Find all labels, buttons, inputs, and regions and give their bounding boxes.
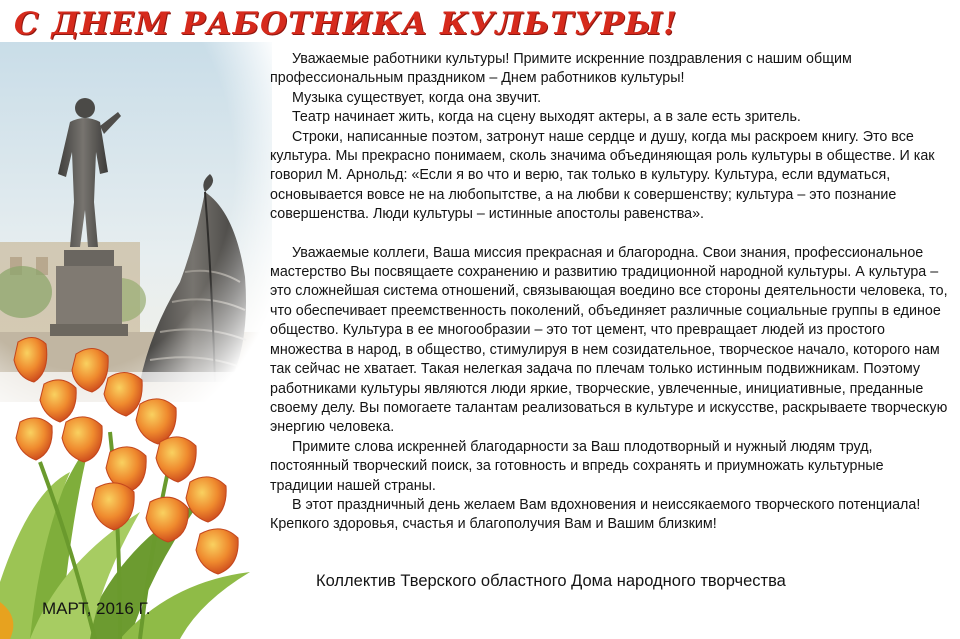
letter-paragraph: Уважаемые работники культуры! Примите искренние поздравления с нашим общим профессиональным праздником – Днем работников культуры! bbox=[270, 51, 852, 87]
letter-paragraph: Строки, написанные поэтом, затронут наше сердце и душу, когда мы раскроем книгу. Это все культура. Мы прекрасно понимаем, сколь значима объединяющая роль культуры в обществе. И как говорил М. Арнольд: «Если я во что и верю, так только в культуру. Культура, если вдуматься, основывается вовсе не на любопытстве, а на любви к совершенству; культура – это познание совершенства. Люди культуры – истинные апостолы равенства». bbox=[270, 128, 935, 223]
letter-paragraph: Театр начинает жить, когда на сцену выходят актеры, а в зале есть зритель. bbox=[292, 109, 801, 126]
date-label: МАРТ, 2016 Г. bbox=[42, 599, 151, 618]
artwork-illustration bbox=[0, 42, 272, 639]
letter-paragraph: Примите слова искренней благодарности за Ваш плодотворный и нужный людям труд, постоянный творческий поиск, за готовность и впредь сохранять и приумножать культурные традиции нашей страны. bbox=[270, 438, 884, 494]
letter-paragraph: Уважаемые коллеги, Ваша миссия прекрасная и благородна. Свои знания, профессиональное мастерство Вы посвящаете сохранению и развитию традиционной народной культуры. А культура – это сложнейшая система отношений, связывающая воедино все стороны деятельности человека, то, что обеспечивает преемственность поколений, объединяет различные социальные группы в единое общество. Культура в ее многообразии – это тот цемент, что превращает людей из простого множества в народ, в общество, стимулируя в нем созидательное, творческое начало, которого нам так сейчас не хватает. Такая нелегкая задача по плечам только истинным подвижникам. Поэтому работниками культуры являются люди яркие, творческие, увлеченные, инициативные, преданные своему делу. Вы помогаете талантам реализоваться в культуре и искусстве, раскрываете творческую энергию человека. bbox=[270, 244, 948, 436]
signature: Коллектив Тверского областного Дома народного творчества bbox=[316, 572, 786, 590]
greeting-title: С ДНЕМ РАБОТНИКА КУЛЬТУРЫ! bbox=[14, 6, 678, 42]
greeting-letter bbox=[270, 50, 950, 535]
letter-paragraph: Музыка существует, когда она звучит. bbox=[292, 89, 542, 106]
letter-paragraph: В этот праздничный день желаем Вам вдохновения и неиссякаемого творческого потенциала! Крепкого здоровья, счастья и благополучия Вам и Вашим близким! bbox=[270, 496, 921, 533]
